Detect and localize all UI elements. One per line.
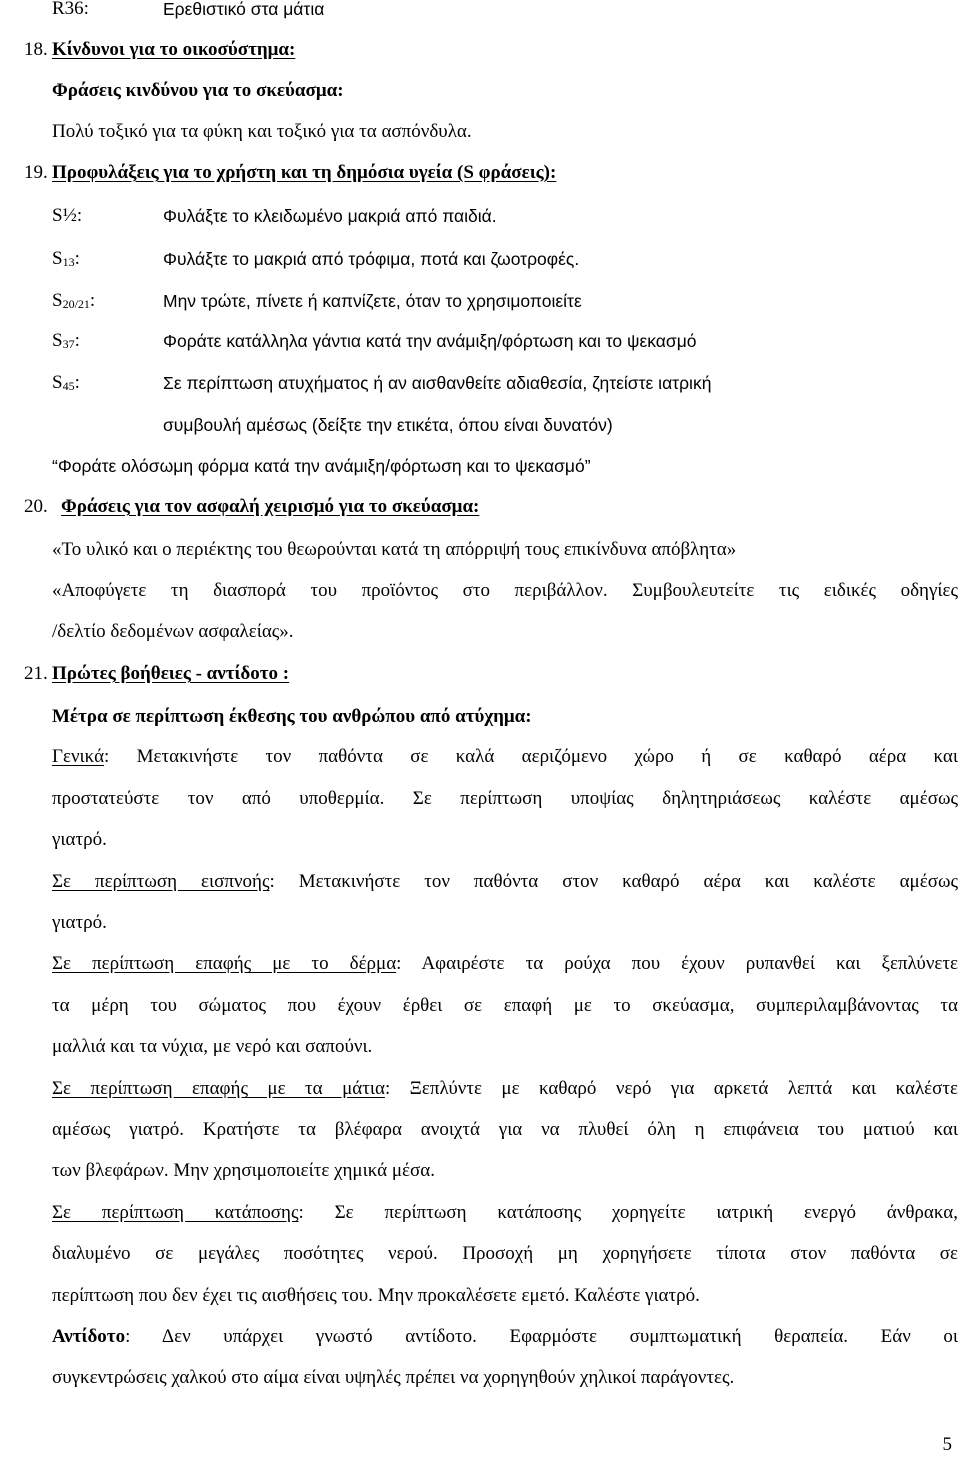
- sec20-line-1: «Το υλικό και ο περιέκτης του θεωρούνται κατά τη απόρριψή τους επικίνδυνα απόβλητα»: [52, 539, 737, 560]
- s20-21-code: $S_{20/21}$:: [52, 290, 96, 311]
- page-number: 5: [942, 1434, 952, 1455]
- s37-text: Φοράτε κατάλληλα γάντια κατά την ανάμιξη/φόρτωση και το ψεκασμό: [163, 331, 697, 351]
- sec20-line-3: /δελτίο δεδομένων ασφαλείας».: [52, 621, 294, 642]
- general-line-2: προστατεύστε τον από υποθερμία. Σε περίπτωση υποψίας δηλητηριάσεως καλέστε αμέσως: [52, 788, 958, 809]
- ingestion-line-3: περίπτωση που δεν έχει τις αισθήσεις του. Μην προκαλέσετε εμετό. Καλέστε γιατρό.: [52, 1285, 700, 1306]
- eyes-line-3: των βλεφάρων. Μην χρησιμοποιείτε χημικά μέσα.: [52, 1160, 435, 1181]
- sec20-title: Φράσεις για τον ασφαλή χειρισμό για το σκεύασμα:: [61, 496, 480, 517]
- s-half-code: S½:: [52, 205, 83, 226]
- sec20-number: 20.: [24, 496, 48, 517]
- antidote-line-1: Αντίδοτο: Δεν υπάρχει γνωστό αντίδοτο. Εφαρμόστε συμπτωματική θεραπεία. Εάν οι: [52, 1326, 958, 1347]
- ingestion-label: Σε περίπτωση κατάποσης: [52, 1202, 299, 1223]
- sec21-number: 21.: [24, 663, 48, 684]
- antidote-line-2: συγκεντρώσεις χαλκού στο αίμα είναι υψηλές πρέπει να χορηγηθούν χηλικοί παράγοντες.: [52, 1367, 735, 1388]
- s45-text-1: Σε περίπτωση ατυχήματος ή αν αισθανθείτε αδιαθεσία, ζητείστε ιατρική: [163, 373, 712, 393]
- s45-code: $S_{45}$:: [52, 372, 80, 393]
- s37-code: $S_{37}$:: [52, 330, 80, 351]
- general-label: Γενικά: [52, 746, 105, 767]
- inhalation-label: Σε περίπτωση εισπνοής: [52, 871, 270, 892]
- r36-text: Ερεθιστικό στα μάτια: [163, 0, 325, 19]
- s13-code: $S_{13}$:: [52, 248, 80, 269]
- s45-text-2: συμβουλή αμέσως (δείξτε την ετικέτα, όπου είναι δυνατόν): [163, 415, 613, 435]
- antidote-label: Αντίδοτο: [52, 1326, 126, 1347]
- eyes-line-1: Σε περίπτωση επαφής με τα μάτια: Ξεπλύντε με καθαρό νερό για αρκετά λεπτά και καλέστε: [52, 1078, 958, 1099]
- r36-code: R36:: [52, 0, 89, 19]
- general-line-3: γιατρό.: [52, 829, 107, 850]
- skin-line-3: μαλλιά και τα νύχια, με νερό και σαπούνι.: [52, 1036, 373, 1057]
- ingestion-line-1: Σε περίπτωση κατάποσης: Σε περίπτωση κατάποσης χορηγείτε ιατρική ενεργό άνθρακα,: [52, 1202, 958, 1223]
- sec18-text: Πολύ τοξικό για τα φύκη και τοξικό για τα ασπόνδυλα.: [52, 121, 472, 142]
- eyes-label: Σε περίπτωση επαφής με τα μάτια: [52, 1078, 385, 1099]
- sec18-number: 18.: [24, 39, 48, 60]
- eyes-line-2: αμέσως γιατρό. Κρατήστε τα βλέφαρα ανοιχτά για να πλυθεί όλη η επιφάνεια του ματιού και: [52, 1119, 958, 1140]
- general-line-1: Γενικά: Μετακινήστε τον παθόντα σε καλά αεριζόμενο χώρο ή σε καθαρό αέρα και: [52, 746, 958, 767]
- sec21-title: Πρώτες βοήθειες - αντίδοτο :: [52, 663, 290, 684]
- inhalation-line-2: γιατρό.: [52, 912, 107, 933]
- sec19-number: 19.: [24, 162, 48, 183]
- skin-label: Σε περίπτωση επαφής με το δέρμα: [52, 953, 397, 974]
- sec19-extra: “Φοράτε ολόσωμη φόρμα κατά την ανάμιξη/φόρτωση και το ψεκασμό”: [52, 456, 591, 476]
- s20-21-text: Μην τρώτε, πίνετε ή καπνίζετε, όταν το χρησιμοποιείτε: [163, 291, 582, 311]
- inhalation-line-1: Σε περίπτωση εισπνοής: Μετακινήστε τον παθόντα στον καθαρό αέρα και καλέστε αμέσως: [52, 871, 958, 892]
- s-half-text: Φυλάξτε το κλειδωμένο μακριά από παιδιά.: [163, 206, 497, 226]
- s13-text: Φυλάξτε το μακριά από τρόφιμα, ποτά και ζωοτροφές.: [163, 249, 580, 269]
- ingestion-line-2: διαλυμένο σε μεγάλες ποσότητες νερού. Προσοχή μη χορηγήσετε τίποτα στον παθόντα σε: [52, 1243, 958, 1264]
- sec20-line-2: «Αποφύγετε τη διασπορά του προϊόντος στο περιβάλλον. Συμβουλευτείτε τις ειδικές οδηγίες: [52, 580, 958, 601]
- sec18-subtitle: Φράσεις κινδύνου για το σκεύασμα:: [52, 80, 344, 101]
- sec19-title: Προφυλάξεις για το χρήστη και τη δημόσια υγεία (S φράσεις):: [52, 162, 557, 183]
- sec21-subtitle: Μέτρα σε περίπτωση έκθεσης του ανθρώπου από ατύχημα:: [52, 706, 532, 727]
- skin-line-1: Σε περίπτωση επαφής με το δέρμα: Αφαιρέστε τα ρούχα που έχουν ρυπανθεί και ξεπλύνετε: [52, 953, 958, 974]
- sec18-title: Κίνδυνοι για το οικοσύστημα:: [52, 39, 296, 60]
- skin-line-2: τα μέρη του σώματος που έχουν έρθει σε επαφή με το σκεύασμα, συμπεριλαμβάνοντας τα: [52, 995, 958, 1016]
